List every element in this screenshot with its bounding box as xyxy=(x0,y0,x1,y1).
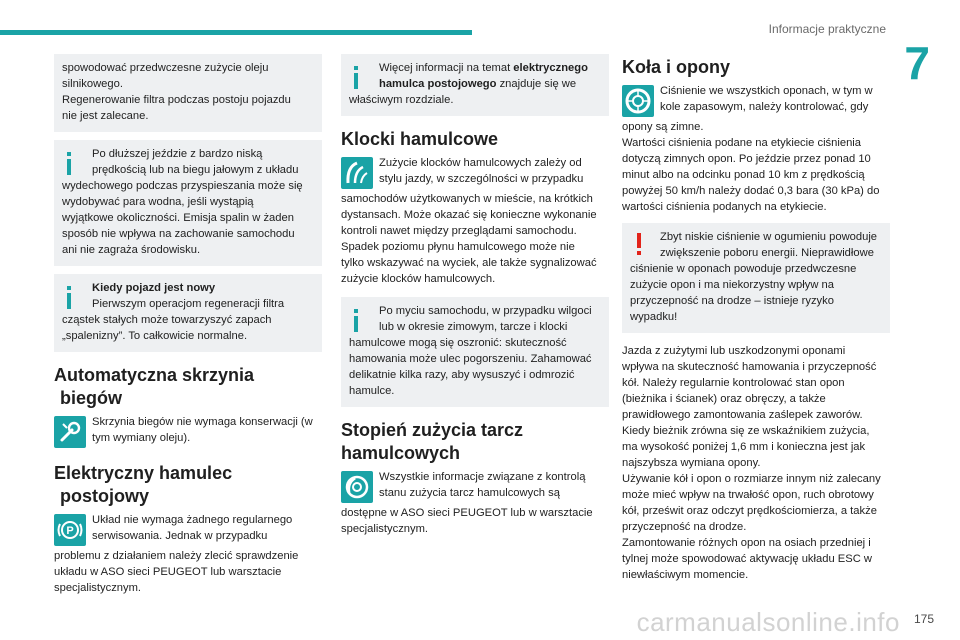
info-box-washing xyxy=(341,297,609,407)
info-icon xyxy=(60,286,78,310)
text-line: serwisowania. Jednak w przypadku xyxy=(92,530,268,542)
heading-brake-pads: Klocki hamulcowe xyxy=(341,129,499,149)
text-line: może mieć wpływ na trwałość opon, ruch obrotowy xyxy=(622,489,874,501)
text-line: delikatnie kilka razy, aby wysuszyć i odmrozić xyxy=(349,369,575,381)
heading-disc-wear: Stopień zużycia tarcz hamulcowych xyxy=(341,420,524,463)
text-line: dotyczą zimnych opon. Po jeździe przez ponad 10 xyxy=(622,153,871,165)
text-line: ani nie zagraża środowisku. xyxy=(62,244,201,256)
text-line: dostępne w ASO sieci PEUGEOT lub w warsztacie xyxy=(341,507,593,519)
text-line: tylko wskazywać na wyciek, ale także sygnalizować xyxy=(341,257,597,269)
text-line: najszybsza wymiana opony. xyxy=(622,457,761,469)
text-line: Jazda z zużytymi lub uszkodzonymi oponami xyxy=(622,345,846,357)
text-line: stylu jazdy, w szczególności w przypadku xyxy=(379,173,584,185)
text-line: Po dłuższej jeździe z bardzo niską xyxy=(92,148,263,160)
text-line: specjalistycznym. xyxy=(341,523,429,535)
heading-wheels-tyres: Koła i opony xyxy=(622,57,730,77)
text-line: hamowania może ulec pogorszeniu. Zahamować xyxy=(349,353,592,365)
text-line: układu w ASO sieci PEUGEOT lub warsztacie xyxy=(54,566,282,578)
info-icon xyxy=(347,66,365,90)
text-line: Kiedy bieżnik zrówna się ze wskaźnikiem zużycia, xyxy=(622,425,870,437)
heading-electric-parking-brake: Elektryczny hamulec postojowy xyxy=(54,463,233,506)
text-line: nie jest zalecane. xyxy=(62,110,149,122)
text-line: Spadek poziomu płynu hamulcowego może nie xyxy=(341,241,575,253)
text-line: Zbyt niskie ciśnienie w ogumieniu powoduje xyxy=(660,231,878,243)
text-line: tym wymiany oleju). xyxy=(92,432,191,444)
text-line: stanu zużycia tarcz hamulcowych są xyxy=(379,487,560,499)
text-line: kole zapasowym, należy kontrolować, gdy xyxy=(660,101,869,113)
text-line: wypadku! xyxy=(630,311,678,323)
heading-automatic-gearbox: Automatyczna skrzynia biegów xyxy=(54,365,255,408)
text-line: hamulca postojowego znajduje się we xyxy=(379,78,577,90)
info-box-water-vapour xyxy=(54,140,322,266)
text-line: przyczepność na drodze – istnieje ryzyko xyxy=(630,295,834,307)
info-box-regeneration xyxy=(54,54,322,132)
warning-icon xyxy=(632,233,646,257)
text-line: zużycie opon i ma niekorzystny wpływ na xyxy=(630,279,834,291)
text-line: specjalistycznym. xyxy=(54,582,142,594)
text-line: Po myciu samochodu, w przypadku wilgoci xyxy=(379,305,592,317)
text-line: Wartości ciśnienia podane na etykiecie ciśnienia xyxy=(622,137,862,149)
tire-icon xyxy=(622,85,654,117)
info-box-parking-brake xyxy=(341,54,609,116)
text-line: przyczepność na drodze. xyxy=(622,521,747,533)
text-line: Układ nie wymaga żadnego regularnego xyxy=(92,514,293,526)
watermark: carmanualsonline.info xyxy=(636,607,900,637)
text-line: sposób nie wpływa na zachowanie samochodu xyxy=(62,228,295,240)
disc-wear-paragraph xyxy=(341,469,609,537)
text-line: kół. Należy regularnie kontrolować stan opon xyxy=(622,377,845,389)
text-line: wartości ciśnienia podanych na etykiecie. xyxy=(622,201,827,213)
parking-brake-icon xyxy=(54,514,86,546)
wrench-icon xyxy=(54,416,86,448)
column-2 xyxy=(341,54,609,537)
text-line: dystansach. Może okazać się konieczne wykonanie xyxy=(341,209,597,221)
text-line: minut albo na odcinku ponad 10 km z prędkością xyxy=(622,169,865,181)
info-box-new-vehicle xyxy=(54,274,322,352)
chapter-number: 7 xyxy=(904,37,930,89)
text-line: wydechowego podczas przyspieszania może się xyxy=(62,180,303,192)
warning-box-tyre-pressure xyxy=(622,223,890,333)
text-line: wyjątkowe okoliczności. Emisja spalin w żaden xyxy=(62,212,294,224)
text-line: hamulcowe mogą się oszronić: skuteczność xyxy=(349,337,567,349)
column-1 xyxy=(54,54,322,596)
svg-text:P: P xyxy=(66,525,74,537)
text-line: spowodować przedwczesne zużycie oleju xyxy=(62,62,269,74)
text-line: zużycie klocków hamulcowych. xyxy=(341,273,496,285)
chapter-title: Informacje praktyczne xyxy=(768,22,886,36)
box-title: Kiedy pojazd jest nowy xyxy=(92,282,216,294)
text-line: kół, prześwit oraz odczyt prędkościomierza, a także xyxy=(622,505,877,517)
text-line: prawidłowego zamontowania zaślepek zaworów. xyxy=(622,409,863,421)
brake-pad-icon xyxy=(341,157,373,189)
text-line: opony są zimne. xyxy=(622,121,704,133)
text-line: „spalenizny”. To całkowicie normalne. xyxy=(62,330,248,342)
info-icon xyxy=(347,309,365,333)
brake-pads-paragraph xyxy=(341,155,609,287)
text-line: Ciśnienie we wszystkich oponach, w tym w xyxy=(660,85,873,97)
text-line: cząstek stałych może towarzyszyć zapach xyxy=(62,314,272,326)
text-line: Zamontowanie różnych opon na osiach przedniej i xyxy=(622,537,871,549)
text-line: prędkością lub na biegu jałowym z układu xyxy=(92,164,299,176)
text-line: Pierwszym operacjom regeneracji filtra xyxy=(92,298,285,310)
header-accent-bar xyxy=(0,30,472,35)
text-line: Regenerowanie filtra podczas postoju pojazdu xyxy=(62,94,291,106)
text-line: Zużycie klocków hamulcowych zależy od xyxy=(379,157,582,169)
text-line: silnikowego. xyxy=(62,78,123,90)
text-line: Używanie kół i opon o rozmiarze innym niż zalecany xyxy=(622,473,881,485)
text-line: wpływa na skuteczność hamowania i przyczepność xyxy=(622,361,877,373)
text-line: powyżej 50 km/h należy dodać 0,3 bara (30 kPa) do xyxy=(622,185,880,197)
column-3 xyxy=(622,54,890,583)
text-line: Więcej informacji na temat elektrycznego xyxy=(379,62,588,74)
text-line: (bieżnika i ścianek) oraz obręczy, a także xyxy=(622,393,826,405)
gearbox-paragraph xyxy=(54,414,322,450)
text-line: kontroli nawet między przeglądami samochodu. xyxy=(341,225,577,237)
text-line: ciśnienie w oponach powoduje przedwczesne xyxy=(630,263,857,275)
text-line: Skrzynia biegów nie wymaga konserwacji (w xyxy=(92,416,313,428)
wheels-paragraph xyxy=(622,83,890,215)
text-line: lub w okresie zimowym, tarcze i klocki xyxy=(379,321,568,333)
parking-brake-paragraph xyxy=(54,512,322,596)
brake-disc-icon xyxy=(341,471,373,503)
text-line: właściwym rozdziale. xyxy=(349,94,454,106)
text-line: ma wysokość poniżej 1,6 mm i konieczna jest jak xyxy=(622,441,866,453)
text-line: Wszystkie informacje związane z kontrolą xyxy=(379,471,586,483)
tyres-paragraph xyxy=(622,343,890,583)
text-line: hamulce. xyxy=(349,385,395,397)
text-line: niewłaściwym momencie. xyxy=(622,569,749,581)
text-line: zwiększenie poboru energii. Nieprawidłowe xyxy=(660,247,874,259)
text-line: problemu z działaniem należy zlecić sprawdzenie xyxy=(54,550,299,562)
text-line: wydobywać para wodna, jeśli wystąpią xyxy=(62,196,254,208)
page-number: 175 xyxy=(913,612,934,626)
text-line: tylnej może spowodować aktywację układu ESC w xyxy=(622,553,872,565)
info-icon xyxy=(60,152,78,176)
text-line: samochodów użytkowanych w mieście, na krótkich xyxy=(341,193,593,205)
